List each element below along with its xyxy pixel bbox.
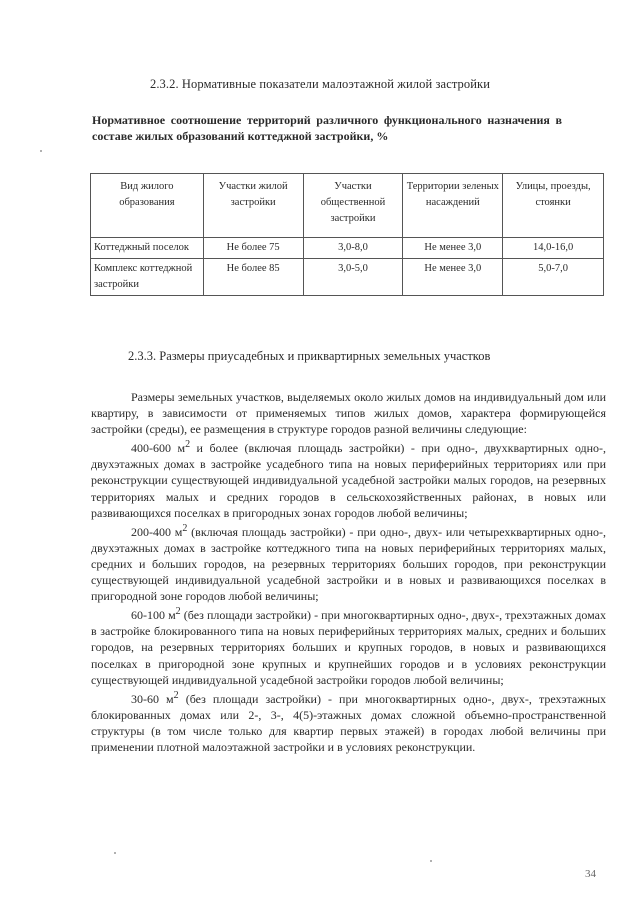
list-item (91, 604, 606, 687)
section-heading-2-3-2: 2.3.2. Нормативные показатели малоэтажной жилой застройки (149, 77, 491, 91)
page-number: 34 (585, 868, 596, 880)
table-cell: Не менее 3,0 (403, 238, 503, 259)
table-header-cell: Вид жилого образования (91, 174, 204, 238)
table-cell: Не более 75 (203, 238, 303, 259)
plot-size: 400-600 м (131, 441, 186, 456)
table-cell: Комплекс коттеджной застройки (91, 259, 204, 296)
table-cell: 5,0-7,0 (503, 259, 604, 296)
scan-speck (114, 852, 116, 854)
norm-ratio-table (90, 173, 604, 296)
section-heading-2-3-3: 2.3.3. Размеры приусадебных и приквартирных земельных участков (128, 349, 491, 363)
table-cell: 14,0-16,0 (503, 238, 604, 259)
list-item (91, 437, 606, 520)
table-cell: Коттеджный поселок (91, 238, 204, 259)
item-text: и более (включая площадь застройки) - при одно-, двухквартирных одно-, двухэтажных домах в застройке усадебного типа на новых периферийных территориях или при реконструкции существующей индивидуальной усадебной застройки малых городов, на резервных территориях малых и средних городов в сельскохозяйственных районах, в новых или развивающихся поселках в пригородных зонах городов любой величины; (91, 441, 606, 520)
scan-speck (40, 150, 42, 152)
table-header-cell: Участки жилой застройки (203, 174, 303, 238)
body-text (91, 389, 606, 755)
table-header-cell: Территории зеленых насаждений (403, 174, 503, 238)
item-text: (включая площадь застройки) - при одно-, двух- или четырехквартирных одно-, двухэтажных домах в застройке коттеджного типа на новых периферийных территориях малых, средних и больших городов, на резервных территориях больших городов, при реконструкции существующей индивидуальной усадебной застройки и в новых и развивающихся поселках в пригородной зоне городов любой величины; (91, 524, 606, 604)
table-cell: Не менее 3,0 (403, 259, 503, 296)
table-cell: 3,0-5,0 (303, 259, 403, 296)
plot-size: 200-400 м (131, 524, 183, 539)
table-cell: Не более 85 (203, 259, 303, 296)
list-item (91, 688, 606, 755)
table-row (91, 238, 604, 259)
superscript: 2 (182, 522, 188, 534)
intro-paragraph: Размеры земельных участков, выделяемых около жилых домов на индивидуальный дом или квартиру, в зависимости от применяемых типов жилых домов, характера формирующейся застройки (среды), ее размещения в структуре городов разной величины следующие: (91, 390, 606, 437)
table-title: Нормативное соотношение территорий различного функционального назначения в составе жилых образований коттеджной застройки, % (92, 113, 562, 143)
superscript: 2 (175, 606, 181, 618)
item-text: (без площади застройки) - при многоквартирных одно-, двух-, трехэтажных блокированных домах или 2-, 3-, 4(5)-этажных домах сложной объемно-пространственной структуры (в том числе только для квартир первых этажей) в городах любой величины при применении плотной малоэтажной застройки и в условиях реконструкции. (91, 691, 607, 754)
table-cell: 3,0-8,0 (303, 238, 403, 259)
table-row (91, 259, 604, 296)
table-header-cell: Улицы, проезды, стоянки (503, 174, 604, 238)
plot-size: 30-60 м (131, 691, 174, 706)
superscript: 2 (185, 439, 191, 451)
item-text: (без площади застройки) - при многоквартирных одно-, двух-, трехэтажных домах в застройке блокированного типа на новых периферийных территориях малых, средних и больших городов, на резервных территориях больших и крупных городов, в новых и развивающихся поселках в пригородной зоне крупных и крупнейших городов и в условиях реконструкции существующей индивидуальной усадебной застройки городов любой величины; (91, 608, 606, 687)
list-item (91, 521, 606, 604)
table-header-cell: Участки общественной застройки (303, 174, 403, 238)
table-header-row (91, 174, 604, 238)
superscript: 2 (173, 689, 179, 701)
plot-size: 60-100 м (131, 608, 176, 623)
scan-speck (430, 860, 432, 862)
